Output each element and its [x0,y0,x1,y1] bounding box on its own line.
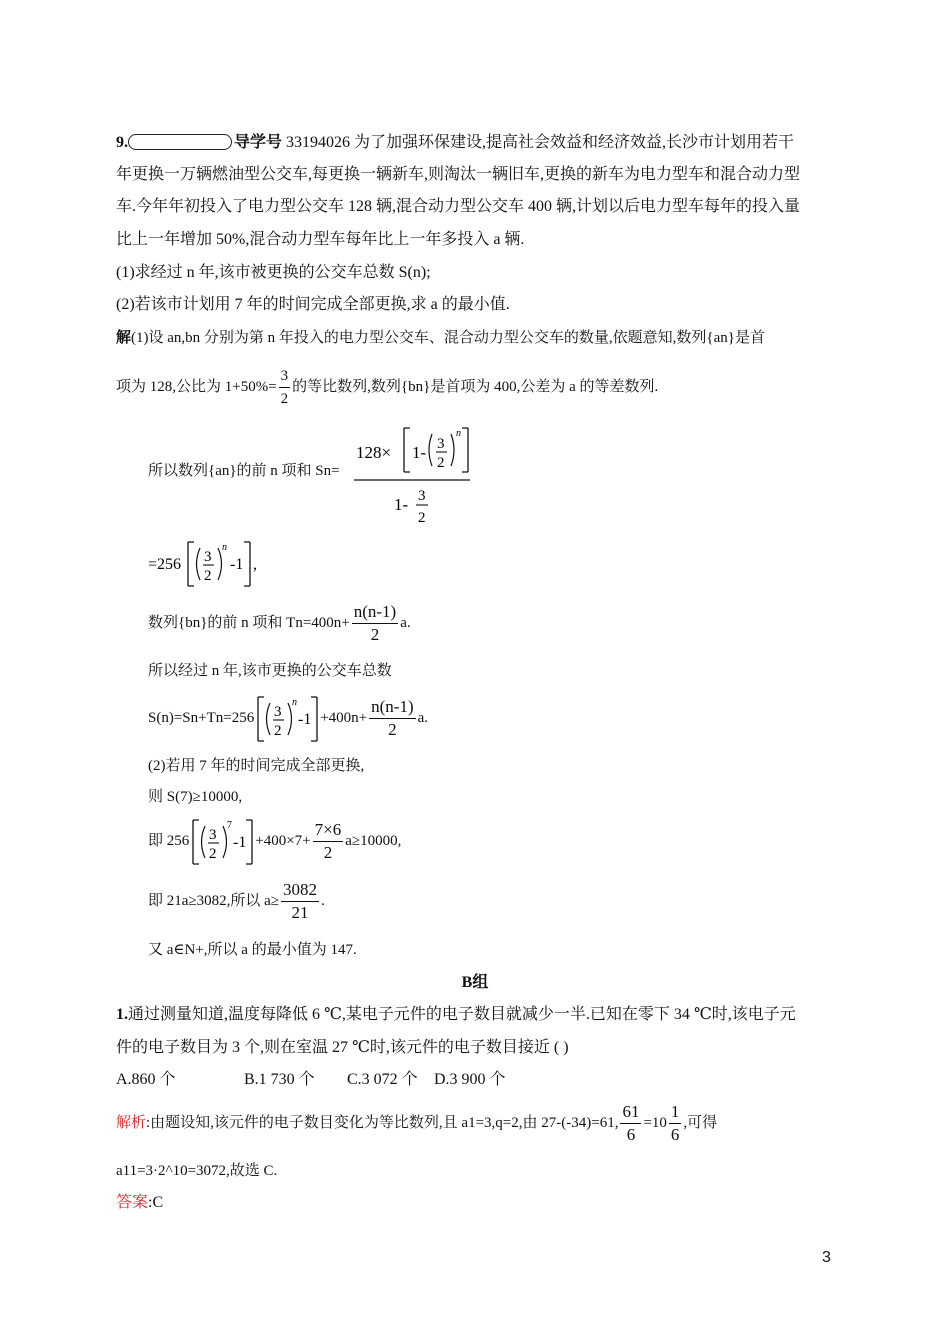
option-a: A.860 个 [116,1071,176,1088]
svg-text:=256: =256 [148,556,182,573]
sn-full-line: S(n)=Sn+Tn=256 3 2 n -1 +400n+ $\frac{n(n-1)}{2}$ a. [148,692,428,744]
svg-text:3: 3 [437,436,445,452]
total-label: 所以经过 n 年,该市更换的公交车总数 [148,663,392,679]
answer-label: 答案 [116,1194,149,1211]
problem-9-line-1 [116,133,794,153]
b-problem-1-line-1 [116,1005,796,1025]
solution-text-2a: 项为 128,公比为 1+50%= [116,378,277,395]
analysis-fraction-1: $\frac{61}{6}$ [622,1102,640,1145]
solution-text-2b: 的等比数列,数列{bn}是首项为 400,公差为 a 的等差数列. [292,378,659,395]
svg-text:,: , [253,556,257,573]
guide-tag: 导学号 [234,134,283,151]
bracket-expr-7 [189,816,255,868]
guide-id: 33194026 [286,134,351,151]
part-2: (2)若用 7 年的时间完成全部更换, [148,758,365,774]
svg-text:-1: -1 [298,710,312,728]
answer-value: :C [148,1194,164,1211]
svg-text:3: 3 [204,549,212,565]
b-problem-1-line-2: 件的电子数目为 3 个,则在室温 27 ℃时,该元件的电子数目接近 ( ) [116,1039,569,1056]
stem-text: 为了加强环保建设,提高社会效益和经济效益,长沙市计划用若干 [354,134,795,151]
sn-fraction [352,420,482,530]
svg-text:-1: -1 [233,833,247,851]
svg-text:1-: 1- [394,495,409,514]
svg-text:7: 7 [227,819,233,831]
final-line: 又 a∈N+,所以 a 的最小值为 147. [148,942,357,958]
svg-text:3: 3 [209,826,217,843]
sn-full-fraction: $\frac{n(n-1)}{2}$ [371,697,414,740]
condition: 则 S(7)≥10000, [148,789,243,805]
svg-text:2: 2 [437,455,445,471]
svg-text:2: 2 [274,722,282,739]
question-1: (1)求经过 n 年,该市被更换的公交车总数 S(n); [116,264,431,281]
inequality-line [148,815,401,867]
svg-text:-1: -1 [230,556,244,573]
bracket-expr [254,693,320,745]
analysis-line-1: 解析:由题设知,该元件的电子数目变化为等比数列,且 a1=3,q=2,由 27-(-34)=61, $\frac{61}{6}$ =10 $\frac{1}{6}$ ,可得 [116,1102,718,1145]
analysis-fraction-2: $\frac{1}{6}$ [670,1102,680,1145]
b-problem-text: 通过测量知道,温度每降低 6 ℃,某电子元件的电子数目就减少一半.已知在零下 34 ℃时,该电子元 [128,1006,796,1023]
b-problem-number: 1. [116,1006,128,1023]
sn-full-a: S(n)=Sn+Tn=256 [148,710,255,726]
group-b-heading: B组 [461,974,489,991]
analysis-label: 解析 [116,1115,147,1131]
tn-line [148,598,411,648]
option-b: B.1 730 个 [244,1071,315,1088]
analysis-text: :由题设知,该元件的电子数目变化为等比数列,且 a1=3,q=2,由 27-(-34)=61, [146,1115,619,1131]
problem-9-line-4: 比上一年增加 50%,混合动力型车每年比上一年多投入 a 辆. [116,231,525,248]
problem-number: 9. [116,134,128,151]
answer-line [116,1193,163,1213]
svg-text:n: n [456,428,461,439]
page-number: 3 [822,1249,831,1266]
svg-text:128×: 128× [356,443,392,462]
solution-label: 解 [116,330,132,346]
svg-text:1-: 1- [412,443,427,462]
svg-text:3: 3 [418,488,426,504]
svg-text:n: n [222,542,227,553]
svg-text:2: 2 [204,568,212,584]
eq-256 [148,538,268,590]
res-fraction: $\frac{3082}{21}$ [283,880,318,923]
solution-line-2 [116,365,658,410]
svg-text:3: 3 [274,703,282,720]
problem-9-line-3: 车.今年年初投入了电力型公交车 128 辆,混合动力型公交车 400 辆,计划以后电力型车每年的投入量 [116,198,801,215]
analysis-line-2: a11=3·2^10=3072,故选 C. [116,1163,278,1179]
sn-full-b: +400n+ [320,710,368,726]
ineq-b: +400×7+ [255,833,311,849]
option-c: C.3 072 个 [347,1071,418,1088]
sn-label: 所以数列{an}的前 n 项和 Sn= [148,463,340,479]
solution-text: (1)设 an,bn 分别为第 n 年投入的电力型公交车、混合动力型公交车的数量,依题意知,数列{an}是首 [131,330,765,346]
solution-line-1 [116,328,765,348]
problem-9-line-2: 年更换一万辆燃油型公交车,每更换一辆新车,则淘汰一辆旧车,更换的新车为电力型车和混合动力型 [116,166,801,183]
svg-text:2: 2 [418,510,426,526]
ineq-c: a≥10000, [345,833,402,849]
question-2: (2)若该市计划用 7 年的时间完成全部更换,求 a 的最小值. [116,296,510,313]
res-a: 即 21a≥3082,所以 a≥ [148,893,280,909]
blank-pill [128,134,232,150]
ineq-a: 即 256 [148,833,190,849]
result-line: 即 21a≥3082,所以 a≥ $\frac{3082}{21}$ . [148,880,325,923]
option-d: D.3 900 个 [434,1071,506,1088]
tn-end: a. [400,615,411,631]
svg-text:n: n [292,696,298,708]
tn-text: 数列{bn}的前 n 项和 Tn=400n+ [148,615,350,631]
ratio-fraction: $\frac{3}{2}$ [279,365,291,410]
svg-text:2: 2 [209,845,217,862]
ineq-fraction: $\frac{7\times 6}{2}$ [314,820,342,863]
tn-fraction: $\frac{n(n-1)}{2}$ [353,602,397,645]
